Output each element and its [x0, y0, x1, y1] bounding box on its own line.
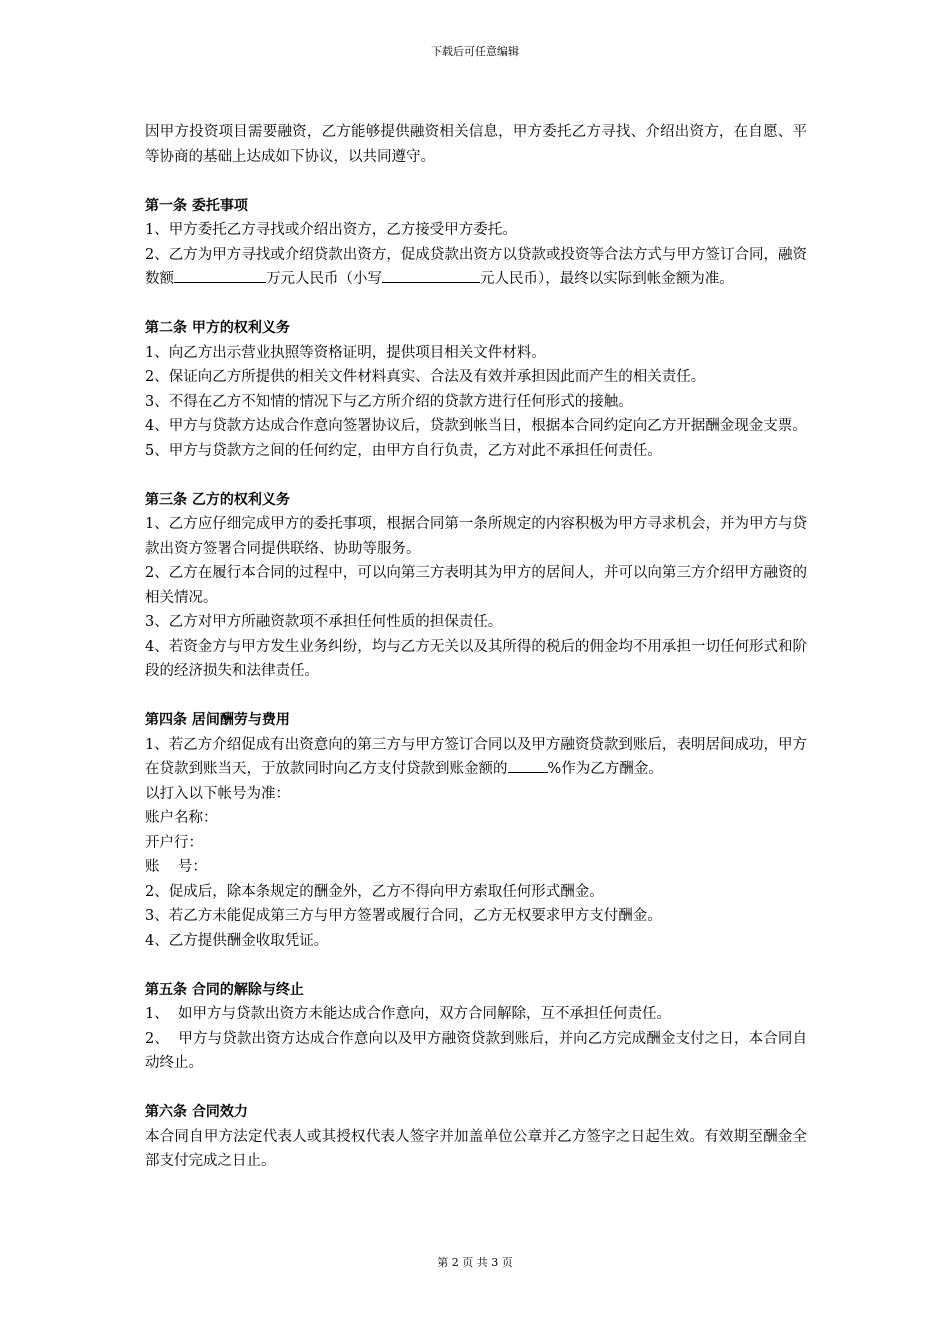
clause-item: 1、乙方应仔细完成甲方的委托事项，根据合同第一条所规定的内容积极为甲方寻求机会，并为甲方与贷款出资方签署合同提供联络、协助等服务。: [145, 516, 807, 557]
clause-text: %作为乙方酬金。: [547, 761, 663, 777]
clause-item-financing-amount: [145, 243, 807, 292]
page-number: 第 2 页 共 3 页: [437, 1256, 513, 1269]
section-title: 第一条 委托事项: [145, 197, 248, 214]
clause-item: 4、若资金方与甲方发生业务纠纷，均与乙方无关以及其所得的税后的佣金均不用承担一切任何形式和阶段的经济损失和法律责任。: [145, 638, 807, 679]
clause-item: 1、 如甲方与贷款出资方未能达成合作意向，双方合同解除，互不承担任何责任。: [145, 1006, 671, 1022]
clause-text: 元人民币），最终以实际到帐金额为准。: [480, 271, 734, 287]
bank-label: 开户行：: [145, 834, 203, 851]
clause-item: 4、乙方提供酬金收取凭证。: [145, 932, 329, 949]
clause-item: 4、甲方与贷款方达成合作意向签署协议后，贷款到帐当日，根据本合同约定向乙方开据酬金现金支票。: [145, 418, 807, 434]
section-1: [145, 194, 807, 292]
fill-in-blank: [382, 267, 480, 283]
fill-in-blank: [174, 267, 266, 283]
section-3: [145, 488, 807, 684]
clause-item: 2、保证向乙方所提供的相关文件材料真实、合法及有效并承担因此而产生的相关责任。: [145, 369, 706, 385]
clause-text: 万元人民币（小写: [266, 271, 382, 287]
clause-item: 3、不得在乙方不知情的情况下与乙方所介绍的贷款方进行任何形式的接触。: [145, 393, 633, 410]
document-body: [145, 120, 807, 1174]
section-4: [145, 708, 807, 953]
clause-item: 3、乙方对甲方所融资款项不承担任何性质的担保责任。: [145, 614, 503, 630]
section-5: [145, 978, 807, 1076]
clause-item: 1、向乙方出示营业执照等资格证明，提供项目相关文件材料。: [145, 344, 546, 361]
section-title: 第三条 乙方的权利义务: [145, 491, 290, 508]
clause-item: 2、促成后，除本条规定的酬金外，乙方不得向甲方索取任何形式酬金。: [145, 883, 604, 900]
account-number-label: 账 号：: [145, 859, 207, 875]
clause-item: 本合同自甲方法定代表人或其授权代表人签字并加盖单位公章并乙方签字之日起生效。有效期至酬金全部支付完成之日止。: [145, 1128, 807, 1169]
clause-item: 以打入以下帐号为准：: [145, 785, 290, 802]
clause-item: 3、若乙方未能促成第三方与甲方签署或履行合同，乙方无权要求甲方支付酬金。: [145, 908, 662, 924]
section-2: [145, 316, 807, 463]
section-title: 第四条 居间酬劳与费用: [145, 712, 290, 728]
section-title: 第六条 合同效力: [145, 1104, 248, 1120]
account-name-label: 账户名称：: [145, 810, 218, 826]
clause-text: 2、乙方为甲方寻找或介绍贷款出资方，促成贷款出资方以贷款或投资等合法方式与甲方签订合同，融资数额: [145, 246, 807, 287]
clause-item: 2、乙方在履行本合同的过程中，可以向第三方表明其为甲方的居间人，并可以向第三方介绍甲方融资的相关情况。: [145, 565, 807, 606]
page-header: 下载后可任意编辑: [431, 45, 519, 58]
fill-in-blank: [508, 757, 548, 773]
section-title: 第二条 甲方的权利义务: [145, 320, 290, 336]
clause-item: 1、甲方委托乙方寻找或介绍出资方，乙方接受甲方委托。: [145, 222, 517, 238]
clause-item: 5、甲方与贷款方之间的任何约定，由甲方自行负责，乙方对此不承担任何责任。: [145, 442, 662, 459]
intro-paragraph: 因甲方投资项目需要融资，乙方能够提供融资相关信息，甲方委托乙方寻找、介绍出资方，在自愿、平等协商的基础上达成如下协议，以共同遵守。: [145, 124, 807, 165]
section-6: [145, 1100, 807, 1174]
section-title: 第五条 合同的解除与终止: [145, 981, 304, 998]
clause-item-commission-rate: [145, 733, 807, 782]
clause-item: 2、 甲方与贷款出资方达成合作意向以及甲方融资贷款到账后，并向乙方完成酬金支付之日，本合同自动终止。: [145, 1030, 807, 1071]
clause-text: 1、若乙方介绍促成有出资意向的第三方与甲方签订合同以及甲方融资贷款到账后，表明居间成功，甲方在贷款到账当天，于放款同时向乙方支付贷款到账金额的: [145, 736, 807, 777]
